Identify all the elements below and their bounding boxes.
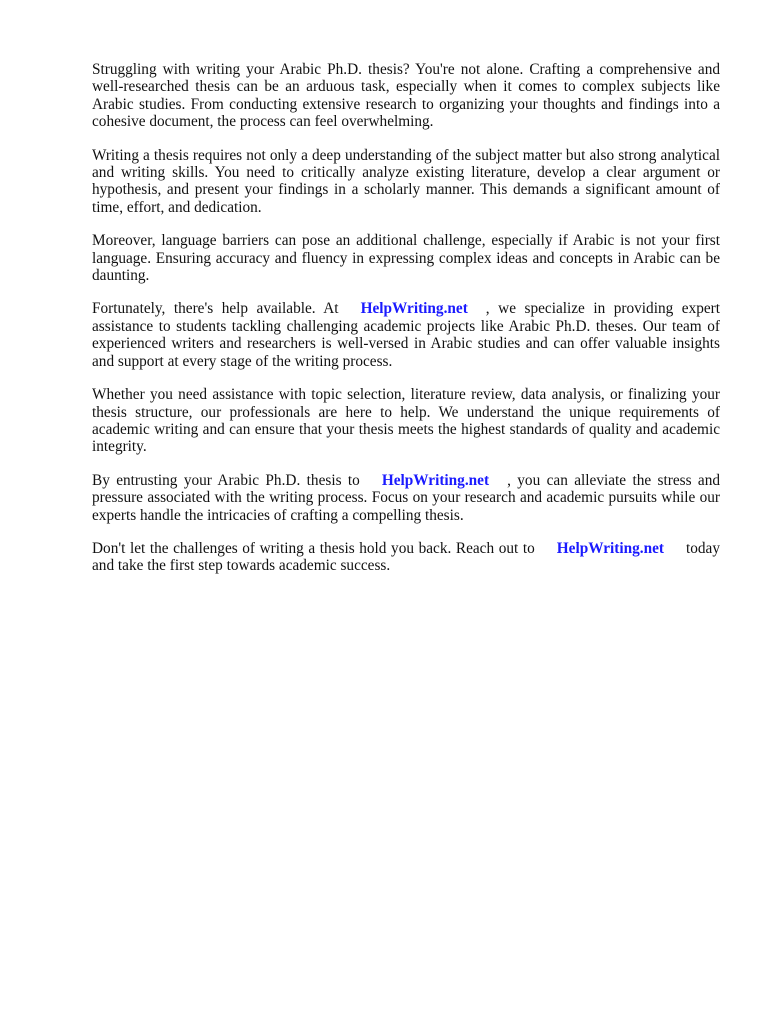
helpwriting-link[interactable]: HelpWriting.net: [556, 539, 664, 557]
paragraph-language-barriers: Moreover, language barriers can pose an additional challenge, especially if Arabic is not your first language. Ensuring accuracy and fluency in expressing complex ideas and concepts in Arabic can be daunting.: [92, 232, 720, 285]
paragraph-text-after-link: , you can alleviate the stress and pressure associated with the writing process. Focus on your research and academic pursuits while our experts handle the intricacies of crafting a compelling thesis.: [92, 471, 721, 524]
paragraph-entrusting: [92, 472, 720, 524]
paragraph-text-after-link: today and take the first step towards academic success.: [92, 539, 720, 575]
paragraph-requirements: Writing a thesis requires not only a deep understanding of the subject matter but also strong analytical and writing skills. You need to critically analyze existing literature, develop a clear argument or hypothesis, and present your findings in a scholarly manner. This demands a significant amount of time, effort, and dedication.: [92, 146, 720, 216]
paragraph-text-before-link: Fortunately, there's help available. At: [92, 300, 339, 318]
paragraph-text-before-link: Don't let the challenges of writing a thesis hold you back. Reach out to: [92, 539, 535, 557]
paragraph-intro: Struggling with writing your Arabic Ph.D. thesis? You're not alone. Crafting a comprehensive and well-researched thesis can be an arduous task, especially when it comes to complex subjects like Arabic studies. From conducting extensive research to organizing your thoughts and findings into a cohesive document, the process can feel overwhelming.: [92, 61, 720, 131]
helpwriting-link[interactable]: HelpWriting.net: [381, 471, 490, 489]
paragraph-text-before-link: By entrusting your Arabic Ph.D. thesis to: [92, 471, 360, 489]
paragraph-call-to-action: [92, 540, 720, 575]
paragraph-assistance: Whether you need assistance with topic selection, literature review, data analysis, or finalizing your thesis structure, our professionals are here to help. We understand the unique requirements of academic writing and can ensure that your thesis meets the highest standards of quality and academic integrity.: [92, 386, 720, 456]
paragraph-help-available: [92, 300, 720, 370]
paragraph-text-after-link: , we specialize in providing expert assistance to students tackling challenging academic projects like Arabic Ph.D. theses. Our team of experienced writers and researchers is well-versed in Arabic studies and can offer valuable insights and support at every stage of the writing process.: [92, 300, 720, 370]
helpwriting-link[interactable]: HelpWriting.net: [360, 300, 468, 318]
